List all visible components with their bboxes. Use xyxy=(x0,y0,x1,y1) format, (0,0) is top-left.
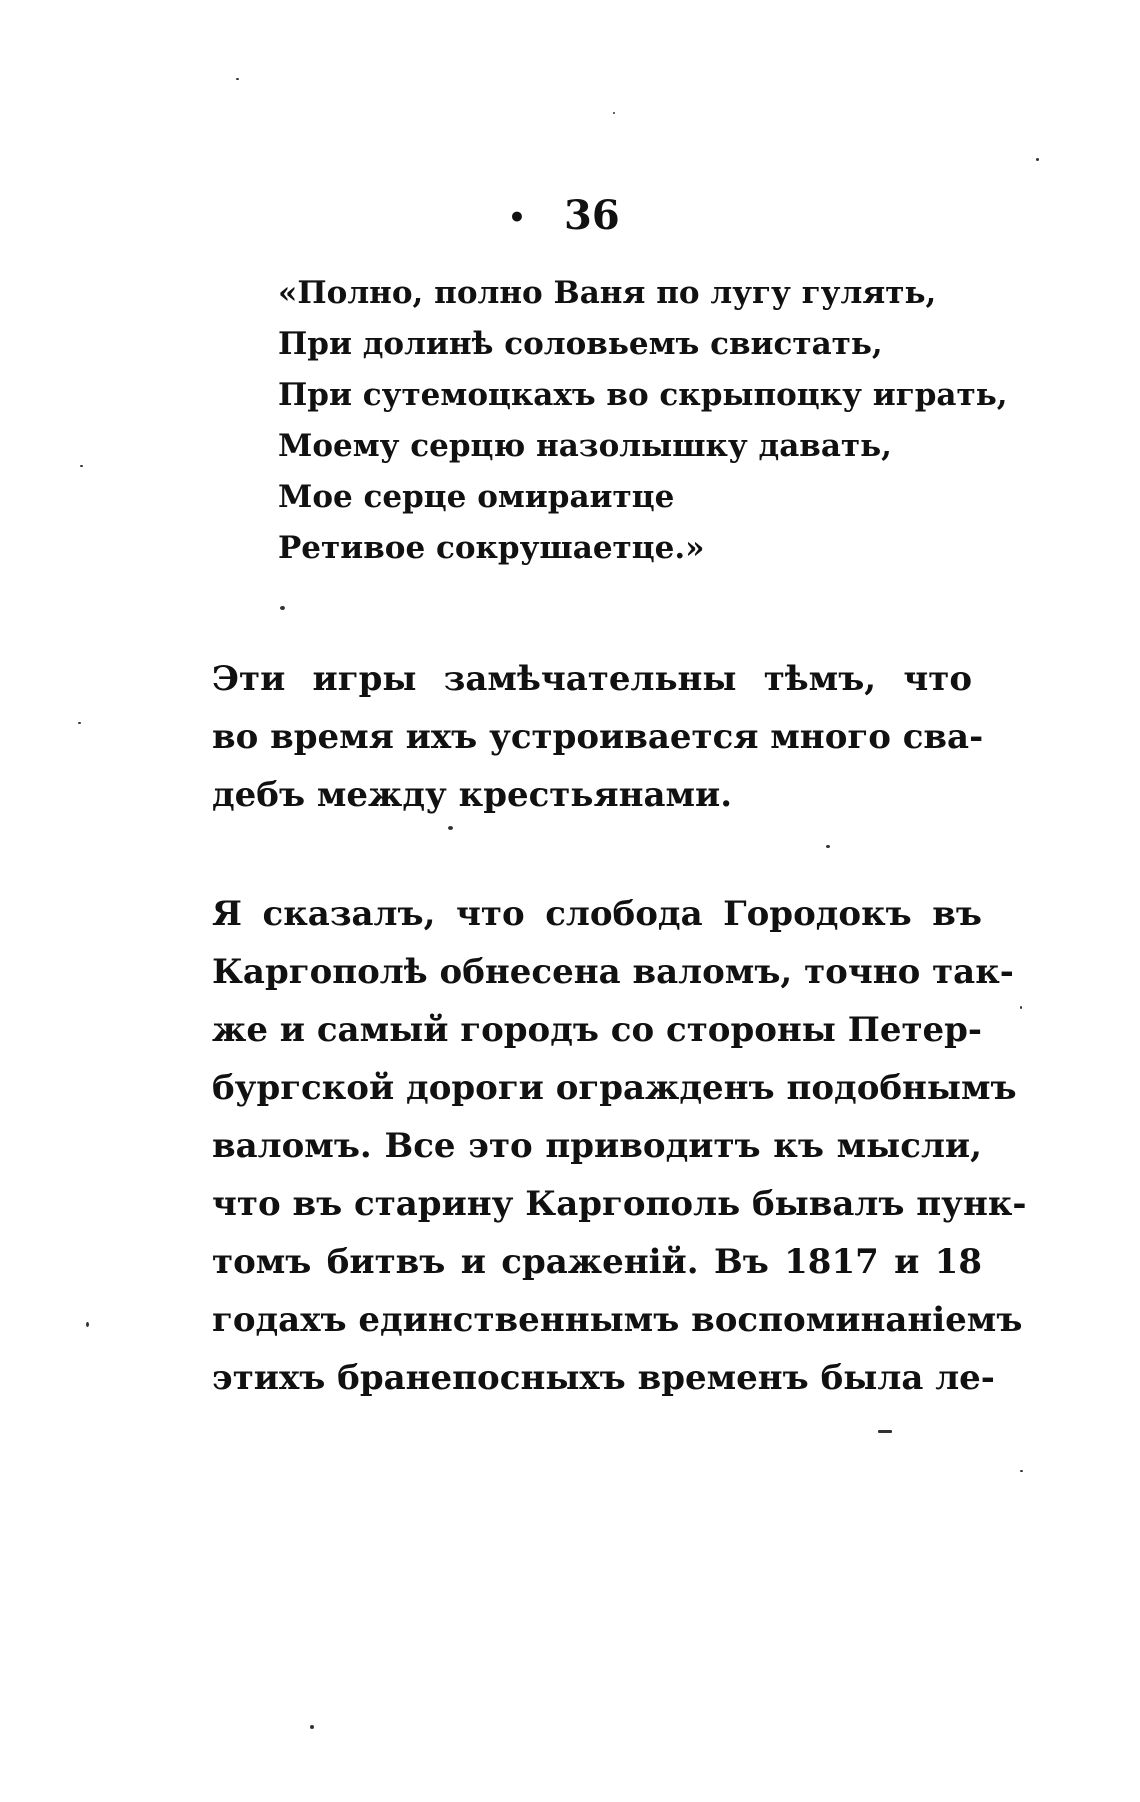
paragraph-line: бургской дороги огражденъ подобнымъ xyxy=(212,1068,1017,1108)
scan-speck xyxy=(826,845,830,848)
verse-line: При долинѣ соловьемъ свистать, xyxy=(278,326,883,362)
paragraph-line: годахъ единственнымъ воспоминаніемъ xyxy=(212,1300,1023,1340)
scan-speck xyxy=(448,826,453,830)
verse-line: Мое серце омираитце xyxy=(278,479,675,515)
paragraph-line: же и самый городъ со стороны Петер- xyxy=(212,1010,983,1050)
paragraph-line: Эти игры замѣчательны тѣмъ, что xyxy=(212,659,972,699)
scan-speck xyxy=(878,1430,892,1433)
scan-speck xyxy=(613,112,615,114)
paragraph-line: Я сказалъ, что слобода Городокъ въ xyxy=(212,894,982,934)
paragraph-line: что въ старину Каргополь бывалъ пунк- xyxy=(212,1184,1027,1224)
scan-speck xyxy=(86,1322,89,1327)
verse-block xyxy=(278,268,1008,574)
scan-speck xyxy=(1020,1006,1022,1009)
verse-line: «Полно, полно Ваня по лугу гулять, xyxy=(278,275,937,311)
paragraph-kargopol xyxy=(212,885,1027,1407)
paragraph-line: Каргополѣ обнесена валомъ, точно так- xyxy=(212,952,1014,992)
scan-speck xyxy=(1020,1470,1023,1472)
verse-line: Ретивое сокрушаетце.» xyxy=(278,530,705,566)
scan-speck xyxy=(78,722,81,724)
page-number-mark: • xyxy=(508,201,526,234)
scan-speck xyxy=(236,78,239,80)
scan-speck xyxy=(80,465,83,467)
paragraph-line: томъ битвъ и сраженій. Въ 1817 и 18 xyxy=(212,1242,982,1282)
paragraph-games xyxy=(212,650,984,824)
page-number: 36 xyxy=(564,192,620,239)
scan-speck xyxy=(1036,158,1039,161)
paragraph-line: валомъ. Все это приводитъ къ мысли, xyxy=(212,1126,982,1166)
paragraph-line: во время ихъ устроивается много сва- xyxy=(212,717,984,757)
paragraph-line: этихъ бранепосныхъ временъ была ле- xyxy=(212,1358,995,1398)
paragraph-line: дебъ между крестьянами. xyxy=(212,775,733,815)
scan-speck xyxy=(310,1725,314,1729)
scan-speck xyxy=(280,606,285,610)
verse-line: При сутемоцкахъ во скрыпоцку играть, xyxy=(278,377,1008,413)
verse-line: Моему серцю назолышку давать, xyxy=(278,428,892,464)
